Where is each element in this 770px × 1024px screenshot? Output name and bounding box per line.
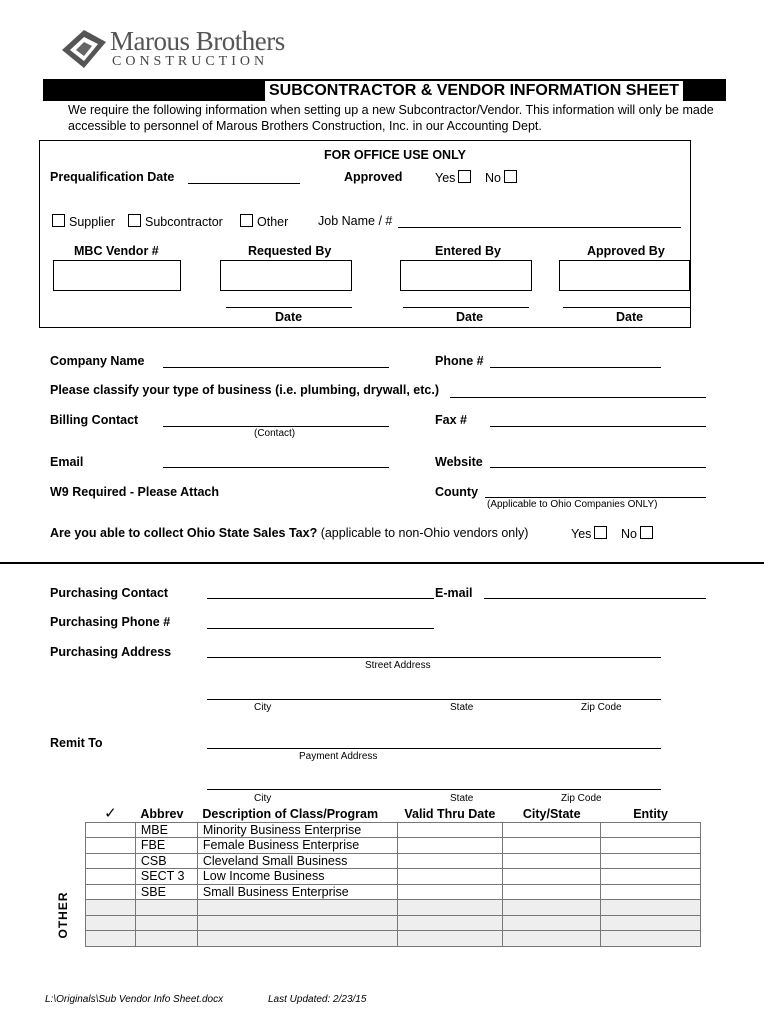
description-cell[interactable] (197, 931, 397, 947)
purchasing-phone-label: Purchasing Phone # (50, 615, 171, 629)
valid-thru-cell[interactable] (397, 822, 503, 838)
fax-label: Fax # (435, 413, 467, 427)
supplier-option[interactable] (52, 214, 115, 229)
remit-city-caption: City (254, 793, 272, 804)
sales-tax-question-bold: Are you able to collect Ohio State Sales Tax? (50, 526, 318, 540)
row-check-cell[interactable] (86, 931, 136, 947)
footer-last-updated: Last Updated: 2/23/15 (268, 994, 367, 1005)
other-checkbox[interactable] (240, 214, 253, 227)
valid-thru-cell[interactable] (397, 931, 503, 947)
fax-field[interactable] (490, 426, 706, 427)
abbrev-cell: FBE (135, 838, 197, 854)
requested-date-field[interactable] (226, 307, 352, 308)
row-check-cell[interactable] (86, 853, 136, 869)
company-name-label: Company Name (50, 354, 145, 368)
vendor-no-field[interactable] (53, 260, 181, 291)
entered-date-field[interactable] (403, 307, 529, 308)
row-check-cell[interactable] (86, 900, 136, 916)
billing-contact-field[interactable] (163, 426, 389, 427)
approved-no-checkbox[interactable] (504, 170, 517, 183)
logo-emblem-icon (60, 28, 108, 70)
valid-thru-cell[interactable] (397, 900, 503, 916)
description-cell: Low Income Business (197, 869, 397, 885)
sales-tax-yes[interactable] (571, 526, 607, 541)
supplier-label: Supplier (69, 215, 115, 229)
certification-table (85, 807, 701, 947)
purchasing-email-label: E-mail (435, 586, 473, 600)
header-valid-thru: Valid Thru Date (404, 807, 496, 822)
intro-line-1: We require the following information when setting up a new Subcontractor/Vendor. This information will only be made (68, 103, 714, 117)
city-state-cell[interactable] (503, 915, 601, 931)
intro-line-2: accessible to personnel of Marous Brothers Construction, Inc. in our Accounting Dept. (68, 119, 542, 133)
city-state-cell[interactable] (503, 853, 601, 869)
description-cell[interactable] (197, 915, 397, 931)
prequal-label: Prequalification Date (50, 170, 175, 184)
county-label: County (435, 485, 479, 499)
phone-label: Phone # (435, 354, 484, 368)
vendor-no-label: MBC Vendor # (74, 244, 159, 258)
other-side-label: OTHER (56, 891, 70, 939)
approved-no-label: No (485, 171, 501, 185)
row-check-cell[interactable] (86, 884, 136, 900)
entity-cell[interactable] (601, 822, 701, 838)
website-field[interactable] (490, 467, 706, 468)
w9-label: W9 Required - Please Attach (50, 485, 220, 499)
page-title: SUBCONTRACTOR & VENDOR INFORMATION SHEET (265, 81, 683, 101)
entity-cell[interactable] (601, 931, 701, 947)
valid-thru-cell[interactable] (397, 869, 503, 885)
abbrev-cell[interactable] (135, 931, 197, 947)
sales-tax-question (50, 526, 528, 540)
remit-address-field[interactable] (207, 748, 661, 749)
purchasing-street-field[interactable] (207, 657, 661, 658)
zip-caption: Zip Code (581, 702, 622, 713)
street-caption: Street Address (365, 660, 431, 671)
approved-by-field[interactable] (559, 260, 690, 291)
approved-date-field[interactable] (563, 307, 690, 308)
job-label: Job Name / # (318, 214, 393, 228)
purchasing-contact-label: Purchasing Contact (50, 586, 169, 600)
purchasing-address-label: Purchasing Address (50, 645, 172, 659)
sales-tax-question-note: (applicable to non-Ohio vendors only) (317, 526, 529, 540)
subcontractor-checkbox[interactable] (128, 214, 141, 227)
approved-yes[interactable] (435, 170, 471, 185)
entered-date-label: Date (456, 310, 484, 324)
county-field[interactable] (485, 497, 706, 498)
entity-cell[interactable] (601, 838, 701, 854)
approved-by-label: Approved By (587, 244, 665, 258)
checkmark-icon: ✓ (104, 805, 117, 823)
abbrev-cell[interactable] (135, 915, 197, 931)
header-city-state: City/State (522, 807, 581, 822)
table-header-row (86, 807, 701, 822)
row-check-cell[interactable] (86, 838, 136, 854)
footer-file-path: L:\Originals\Sub Vendor Info Sheet.docx (45, 994, 224, 1005)
city-state-cell[interactable] (503, 869, 601, 885)
requested-date-label: Date (275, 310, 303, 324)
entered-by-field[interactable] (400, 260, 532, 291)
city-state-cell[interactable] (503, 884, 601, 900)
approved-label: Approved (344, 170, 403, 184)
remit-city-state-zip-field[interactable] (207, 789, 661, 790)
remit-state-caption: State (450, 793, 474, 804)
approved-no[interactable] (485, 170, 517, 185)
city-caption: City (254, 702, 272, 713)
table-row (86, 822, 701, 838)
requested-by-label: Requested By (248, 244, 332, 258)
entity-cell[interactable] (601, 853, 701, 869)
valid-thru-cell[interactable] (397, 884, 503, 900)
row-check-cell[interactable] (86, 915, 136, 931)
payment-caption: Payment Address (299, 751, 378, 762)
subcontractor-option[interactable] (128, 214, 223, 229)
requested-by-field[interactable] (220, 260, 352, 291)
classify-field[interactable] (450, 397, 706, 398)
valid-thru-cell[interactable] (397, 915, 503, 931)
description-cell: Minority Business Enterprise (197, 822, 397, 838)
job-field[interactable] (398, 227, 681, 228)
abbrev-cell: SBE (135, 884, 197, 900)
phone-field[interactable] (490, 367, 661, 368)
purchasing-phone-field[interactable] (207, 628, 434, 629)
header-abbrev: Abbrev (140, 807, 184, 822)
email-label: Email (50, 455, 84, 469)
approved-date-label: Date (616, 310, 644, 324)
website-label: Website (435, 455, 483, 469)
entity-cell[interactable] (601, 915, 701, 931)
sales-tax-no-checkbox[interactable] (640, 526, 653, 539)
logo-subtitle: CONSTRUCTION (112, 54, 269, 69)
description-cell[interactable] (197, 900, 397, 916)
entity-cell[interactable] (601, 900, 701, 916)
row-check-cell[interactable] (86, 869, 136, 885)
supplier-checkbox[interactable] (52, 214, 65, 227)
table-row (86, 900, 701, 916)
table-row (86, 838, 701, 854)
classify-label: Please classify your type of business (i.e. plumbing, drywall, etc.) (50, 383, 440, 397)
section-divider (0, 562, 764, 564)
abbrev-cell: SECT 3 (135, 869, 197, 885)
valid-thru-cell[interactable] (397, 853, 503, 869)
remit-to-label: Remit To (50, 736, 103, 750)
abbrev-cell[interactable] (135, 900, 197, 916)
company-name-field[interactable] (163, 367, 389, 368)
abbrev-cell: CSB (135, 853, 197, 869)
billing-contact-label: Billing Contact (50, 413, 139, 427)
purchasing-email-field[interactable] (484, 598, 706, 599)
header-description: Description of Class/Program (202, 807, 379, 822)
sales-tax-yes-checkbox[interactable] (594, 526, 607, 539)
abbrev-cell: MBE (135, 822, 197, 838)
other-label: Other (257, 215, 289, 229)
contact-caption: (Contact) (254, 428, 296, 439)
row-check-cell[interactable] (86, 822, 136, 838)
logo-name: Marous Brothers (110, 26, 285, 56)
entered-by-label: Entered By (435, 244, 501, 258)
email-field[interactable] (163, 467, 389, 468)
county-caption: (Applicable to Ohio Companies ONLY) (487, 499, 658, 510)
entity-cell[interactable] (601, 884, 701, 900)
state-caption: State (450, 702, 474, 713)
description-cell: Small Business Enterprise (197, 884, 397, 900)
description-cell: Female Business Enterprise (197, 838, 397, 854)
remit-zip-caption: Zip Code (561, 793, 602, 804)
header-entity: Entity (633, 807, 668, 822)
purchasing-contact-field[interactable] (207, 598, 434, 599)
sales-tax-no[interactable] (621, 526, 653, 541)
sales-tax-no-label: No (621, 527, 637, 541)
city-state-cell[interactable] (503, 838, 601, 854)
approved-yes-label: Yes (435, 171, 456, 185)
table-row (86, 931, 701, 947)
table-row (86, 869, 701, 885)
entity-cell[interactable] (601, 869, 701, 885)
city-state-cell[interactable] (503, 931, 601, 947)
description-cell: Cleveland Small Business (197, 853, 397, 869)
city-state-cell[interactable] (503, 900, 601, 916)
table-row (86, 884, 701, 900)
office-use-heading: FOR OFFICE USE ONLY (324, 148, 466, 162)
office-use-box (39, 140, 691, 328)
table-row (86, 915, 701, 931)
purchasing-city-state-zip-field[interactable] (207, 699, 661, 700)
table-row (86, 853, 701, 869)
city-state-cell[interactable] (503, 822, 601, 838)
other-option[interactable] (240, 214, 288, 229)
subcontractor-label: Subcontractor (145, 215, 223, 229)
approved-yes-checkbox[interactable] (458, 170, 471, 183)
company-logo (60, 26, 290, 72)
sales-tax-yes-label: Yes (571, 527, 592, 541)
valid-thru-cell[interactable] (397, 838, 503, 854)
prequal-date-field[interactable] (188, 183, 300, 184)
